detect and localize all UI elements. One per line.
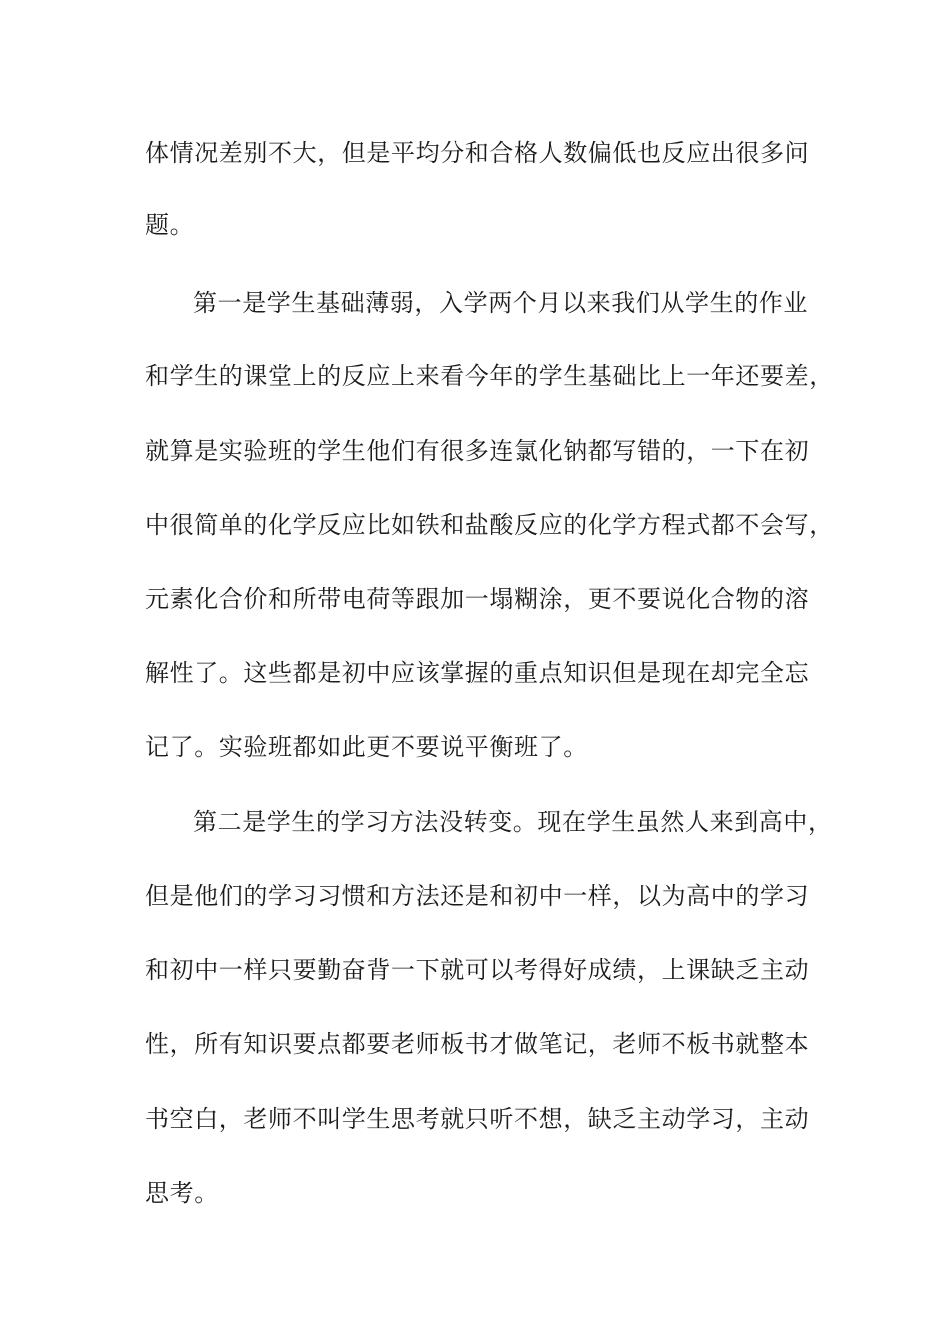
text-line: 体情况差别不大，但是平均分和合格人数偏低也反应出很多问: [145, 139, 810, 167]
text-line: 性，所有知识要点都要老师板书才做笔记，老师不板书就整本: [145, 1030, 810, 1058]
text-line: 和初中一样只要勤奋背一下就可以考得好成绩，上课缺乏主动: [145, 956, 810, 984]
text-line: 中很简单的化学反应比如铁和盐酸反应的化学方程式都不会写，: [145, 511, 834, 539]
text-line: 和学生的课堂上的反应上来看今年的学生基础比上一年还要差，: [145, 362, 834, 390]
paragraph-start-line: 第一是学生基础薄弱，入学两个月以来我们从学生的作业: [193, 289, 808, 317]
text-line: 就算是实验班的学生他们有很多连氯化钠都写错的，一下在初: [145, 437, 810, 465]
text-line: 记了。实验班都如此更不要说平衡班了。: [145, 733, 588, 761]
text-line: 但是他们的学习习惯和方法还是和初中一样，以为高中的学习: [145, 882, 810, 910]
text-line: 题。: [145, 211, 195, 239]
paragraph-start-line: 第二是学生的学习方法没转变。现在学生虽然人来到高中，: [193, 808, 833, 836]
text-line: 元素化合价和所带电荷等跟加一塌糊涂，更不要说化合物的溶: [145, 585, 810, 613]
text-line: 书空白，老师不叫学生思考就只听不想，缺乏主动学习，主动: [145, 1105, 810, 1133]
text-line: 解性了。这些都是初中应该掌握的重点知识但是现在却完全忘: [145, 659, 810, 687]
text-line: 思考。: [145, 1179, 219, 1207]
